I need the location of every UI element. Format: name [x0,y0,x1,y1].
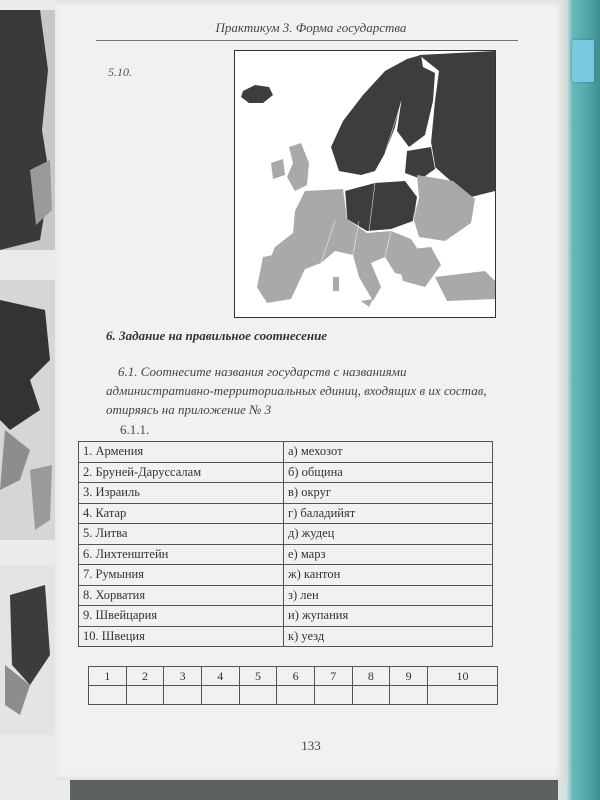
unit-cell: а) мехозот [284,442,493,463]
table-row [79,483,493,504]
answer-blank-cell[interactable] [390,686,428,705]
page-header: Практикум 3. Форма государства [215,20,407,35]
task-title: 6. Задание на правильное соотнесение [106,328,328,343]
facing-map-bottom [0,565,55,735]
unit-cell: г) баладийят [284,503,493,524]
answer-blank-cell[interactable] [427,686,497,705]
state-cell: 8. Хорватия [79,585,284,606]
map-sardinia [333,277,339,291]
state-cell: 3. Израиль [79,483,284,504]
answer-blank-cell[interactable] [201,686,239,705]
unit-cell: з) лен [284,585,493,606]
answer-number: 10 [427,667,497,686]
table-row [79,544,493,565]
answer-blank-cell[interactable] [314,686,352,705]
answer-number: 6 [277,667,315,686]
unit-cell: ж) кантон [284,565,493,586]
task-instruction: 6.1. Соотнесите названия государств с названиями административно-территориальных единиц, входящих в их состав, отиряясь на приложение № 3 [106,364,487,417]
answer-blank-cell[interactable] [164,686,202,705]
answer-blank-cell[interactable] [239,686,277,705]
answer-blank-cell[interactable] [277,686,315,705]
answer-number: 4 [201,667,239,686]
facing-map-middle [0,280,55,540]
answer-number: 9 [390,667,428,686]
answer-number: 2 [126,667,164,686]
state-cell: 2. Бруней-Даруссалам [79,462,284,483]
table-row [79,524,493,545]
state-cell: 7. Румыния [79,565,284,586]
unit-cell: в) округ [284,483,493,504]
header-rule [96,40,518,41]
europe-map-svg [235,51,495,317]
answer-number: 8 [352,667,390,686]
unit-cell: б) община [284,462,493,483]
matching-table [78,441,493,647]
answer-number-row [89,667,498,686]
europe-map [234,50,496,318]
answer-number: 3 [164,667,202,686]
state-cell: 1. Армения [79,442,284,463]
answer-number: 1 [89,667,127,686]
state-cell: 4. Катар [79,503,284,524]
unit-cell: е) марз [284,544,493,565]
textbook-page [56,0,566,780]
answer-blank-cell[interactable] [89,686,127,705]
unit-cell: к) уезд [284,626,493,647]
state-cell: 5. Литва [79,524,284,545]
answer-blank-cell[interactable] [352,686,390,705]
table-row [79,626,493,647]
table-row [79,503,493,524]
state-cell: 10. Швеция [79,626,284,647]
state-cell: 9. Швейцария [79,606,284,627]
table-row [79,565,493,586]
table-row [79,606,493,627]
sub-number: 6.1.1. [120,422,150,437]
table-row [79,462,493,483]
answer-number: 5 [239,667,277,686]
bookmark-tab [572,40,594,82]
exercise-label: 5.10. [108,65,132,79]
facing-map-top [0,10,55,250]
table-row [79,442,493,463]
unit-cell: д) жудец [284,524,493,545]
answer-blank-cell[interactable] [126,686,164,705]
answer-blank-row [89,686,498,705]
answer-number: 7 [314,667,352,686]
answer-grid [88,666,498,705]
page-number: 133 [301,738,321,753]
unit-cell: и) жупания [284,606,493,627]
state-cell: 6. Лихтенштейн [79,544,284,565]
table-row [79,585,493,606]
